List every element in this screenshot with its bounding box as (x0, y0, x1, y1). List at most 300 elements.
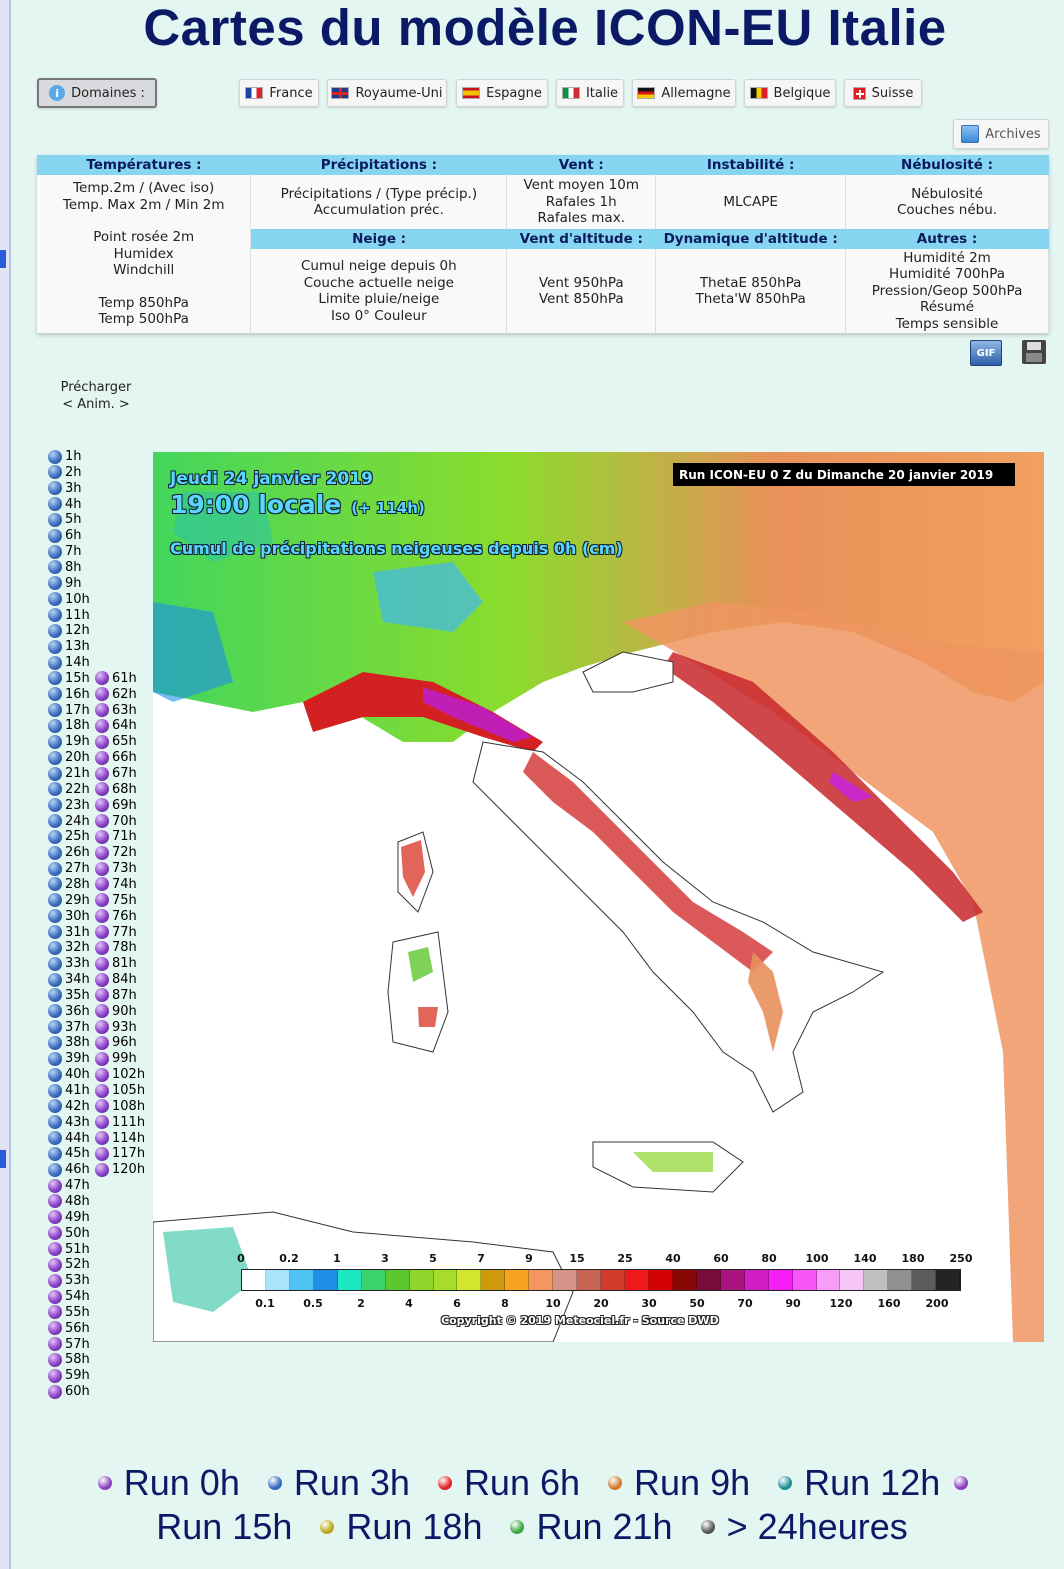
hour-selector-20h[interactable] (48, 750, 90, 765)
hour-ball-icon (48, 973, 62, 987)
menu-link[interactable]: Humidité 2m (903, 249, 991, 266)
menu-link[interactable]: Temp 500hPa (98, 311, 189, 328)
menu-link[interactable]: Theta'W 850hPa (695, 291, 806, 307)
domain-label: Suisse (871, 85, 914, 101)
hour-label: 15h (65, 670, 90, 686)
hour-selector-75h[interactable] (95, 893, 137, 908)
hour-selector-67h[interactable] (95, 766, 137, 781)
hour-selector-14h[interactable] (48, 655, 90, 670)
hour-label: 48h (65, 1193, 90, 1209)
run-legend-row-1 (0, 1462, 1064, 1504)
run-dot-icon (98, 1476, 112, 1490)
header-temperatures: Températures : (37, 155, 251, 175)
hour-selector-71h[interactable] (95, 829, 137, 844)
flag-italy-icon (562, 87, 580, 99)
hour-selector-49h[interactable] (48, 1210, 90, 1225)
menu-link[interactable]: Couche actuelle neige (303, 274, 454, 291)
hour-selector-8h[interactable] (48, 560, 82, 575)
hour-selector-57h[interactable] (48, 1337, 90, 1352)
scale-label: 120 (829, 1297, 853, 1310)
scale-bottom-labels (239, 1297, 961, 1315)
scale-swatch (601, 1270, 625, 1290)
hour-label: 52h (65, 1257, 90, 1273)
hour-ball-icon (48, 1068, 62, 1082)
run-dot-icon (268, 1476, 282, 1490)
scale-swatch (386, 1270, 410, 1290)
hour-label: 51h (65, 1241, 90, 1257)
scale-swatch (840, 1270, 864, 1290)
menu-link[interactable]: MLCAPE (723, 193, 778, 210)
hour-selector-56h[interactable] (48, 1321, 90, 1336)
hour-ball-icon (48, 608, 62, 622)
hour-selector-87h[interactable] (95, 988, 137, 1003)
domain-belgium-button[interactable] (744, 79, 836, 107)
hour-selector-117h[interactable] (95, 1146, 145, 1161)
hour-label: 64h (112, 718, 137, 734)
hour-ball-icon (48, 481, 62, 495)
vent-list (507, 175, 656, 229)
scale-swatch (505, 1270, 529, 1290)
menu-link[interactable]: Rafales 1h (545, 193, 617, 210)
hour-selector-6h[interactable] (48, 528, 82, 543)
hour-selector-26h[interactable] (48, 845, 90, 860)
hour-label: 77h (112, 924, 137, 940)
scale-swatch (745, 1270, 769, 1290)
hour-selector-2h[interactable] (48, 465, 82, 480)
hour-selector-68h[interactable] (95, 782, 137, 797)
hour-label: 36h (65, 1003, 90, 1019)
hour-ball-icon (95, 671, 109, 685)
run-legend-item (608, 1462, 750, 1504)
hour-label: 69h (112, 797, 137, 813)
menu-link[interactable]: Temps sensible (895, 315, 999, 332)
scale-swatch (266, 1270, 290, 1290)
hour-selector-19h[interactable] (48, 734, 90, 749)
menu-link[interactable]: Vent moyen 10m (523, 177, 639, 194)
hour-selector-90h[interactable] (95, 1004, 137, 1019)
hour-label: 5h (65, 512, 82, 528)
hour-ball-icon (95, 798, 109, 812)
preload-animation[interactable] (55, 379, 137, 413)
hour-selector-21h[interactable] (48, 766, 90, 781)
menu-link[interactable]: Temp.2m / (Avec iso) (73, 180, 215, 197)
hour-ball-icon (48, 1210, 62, 1224)
instabilite-list (656, 175, 846, 229)
hour-selector-93h[interactable] (95, 1020, 137, 1035)
hour-selector-105h[interactable] (95, 1083, 145, 1098)
menu-link[interactable]: Limite pluie/neige (318, 291, 440, 307)
hour-selector-77h[interactable] (95, 925, 137, 940)
flag-switzerland-icon (853, 87, 866, 100)
scale-swatch (721, 1270, 745, 1290)
run-legend-row-2 (0, 1506, 1064, 1548)
hour-ball-icon (95, 957, 109, 971)
hour-label: 13h (65, 639, 90, 655)
menu-link[interactable]: Pression/Geop 500hPa (871, 282, 1023, 299)
neige-list (251, 249, 507, 333)
menu-link[interactable]: Humidex (113, 245, 174, 262)
hour-selector-4h[interactable] (48, 497, 82, 512)
hour-selector-60h[interactable] (48, 1384, 90, 1399)
hour-label: 12h (65, 623, 90, 639)
menu-link[interactable]: Point rosée 2m (93, 229, 195, 246)
hour-label: 1h (65, 449, 82, 464)
run-dot-icon (778, 1476, 792, 1490)
hour-selector-42h[interactable] (48, 1099, 90, 1114)
hour-selector-38h[interactable] (48, 1035, 90, 1050)
menu-link[interactable]: Nébulosité (911, 185, 983, 202)
hour-ball-icon (48, 1004, 62, 1018)
hour-ball-icon (48, 814, 62, 828)
menu-link[interactable]: Résumé (919, 299, 975, 316)
run-label: Run 12h (804, 1462, 941, 1503)
hour-selector-76h[interactable] (95, 909, 137, 924)
hour-ball-icon (48, 957, 62, 971)
hour-selector-11h[interactable] (48, 608, 90, 623)
hour-label: 61h (112, 670, 137, 686)
scale-label: 180 (901, 1252, 925, 1265)
hour-label: 43h (65, 1114, 90, 1130)
hour-selector-66h[interactable] (95, 750, 137, 765)
scale-top-labels (237, 1252, 973, 1270)
hour-ball-icon (48, 1258, 62, 1272)
hour-selector-73h[interactable] (95, 861, 137, 876)
hour-selector-48h[interactable] (48, 1194, 90, 1209)
hour-ball-icon (95, 703, 109, 717)
hour-label: 90h (112, 1003, 137, 1019)
hour-selector-10h[interactable] (48, 592, 90, 607)
hour-selector-39h[interactable] (48, 1051, 90, 1066)
hour-selector-65h[interactable] (95, 734, 137, 749)
hour-ball-icon (48, 735, 62, 749)
run-dot-icon (608, 1476, 622, 1490)
hour-selector-40h[interactable] (48, 1067, 90, 1082)
hour-selector-15h[interactable] (48, 671, 90, 686)
scale-label: 7 (477, 1252, 485, 1265)
nebulosite-list (846, 175, 1049, 229)
hour-ball-icon (48, 703, 62, 717)
domain-spain-button[interactable] (456, 79, 548, 107)
run-legend-item (510, 1506, 672, 1548)
hour-label: 41h (65, 1083, 90, 1098)
hour-selector-114h[interactable] (95, 1131, 145, 1146)
hour-ball-icon (95, 988, 109, 1002)
hour-label: 21h (65, 766, 90, 781)
hour-selector-28h[interactable] (48, 877, 90, 892)
hour-selector-23h[interactable] (48, 798, 90, 813)
hour-label: 108h (112, 1098, 146, 1114)
hour-ball-icon (48, 465, 62, 479)
hour-selector-25h[interactable] (48, 829, 90, 844)
archive-icon (961, 125, 979, 143)
hour-selector-36h[interactable] (48, 1004, 90, 1019)
hour-selector-51h[interactable] (48, 1242, 90, 1257)
hour-ball-icon (48, 988, 62, 1002)
run-dot-icon (954, 1476, 968, 1490)
scale-label: 5 (429, 1252, 437, 1265)
hour-selector-70h[interactable] (95, 814, 137, 829)
hour-selector-7h[interactable] (48, 544, 82, 559)
forecast-map (153, 452, 1044, 1342)
hour-selector-58h[interactable] (48, 1352, 90, 1367)
domain-germany-button[interactable] (632, 79, 736, 107)
hour-selector-108h[interactable] (95, 1099, 145, 1114)
scale-label: 1 (333, 1252, 341, 1265)
scale-swatch (769, 1270, 793, 1290)
hour-selector-45h[interactable] (48, 1146, 90, 1161)
hour-label: 14h (65, 655, 90, 671)
hour-selector-12h[interactable] (48, 623, 90, 638)
hour-label: 40h (65, 1067, 90, 1083)
hour-ball-icon (95, 925, 109, 939)
header-vent: Vent : (507, 155, 656, 175)
hour-ball-icon (48, 1337, 62, 1351)
hour-selector-63h[interactable] (95, 703, 137, 718)
hour-ball-icon (48, 1115, 62, 1129)
hour-selector-61h[interactable] (95, 671, 137, 686)
hour-ball-icon (48, 624, 62, 638)
hour-selector-17h[interactable] (48, 703, 90, 718)
hour-label: 29h (65, 892, 90, 908)
hour-label: 57h (65, 1336, 90, 1352)
scale-swatch (817, 1270, 841, 1290)
hour-selector-47h[interactable] (48, 1178, 90, 1193)
hour-label: 32h (65, 940, 90, 956)
flag-germany-icon (637, 87, 655, 99)
hour-label: 62h (112, 686, 137, 702)
hour-selector-46h[interactable] (48, 1162, 90, 1177)
menu-link[interactable]: ThetaE 850hPa (699, 274, 802, 291)
domain-label: France (269, 85, 313, 101)
hour-ball-icon (95, 973, 109, 987)
scale-swatch (577, 1270, 601, 1290)
run-dot-icon (510, 1520, 524, 1534)
hour-selector-84h[interactable] (95, 972, 137, 987)
hour-selector-59h[interactable] (48, 1368, 90, 1383)
scale-label: 90 (785, 1297, 801, 1310)
hour-ball-icon (95, 1084, 109, 1098)
run-dot-icon (438, 1476, 452, 1490)
domain-switzerland-button[interactable] (844, 79, 922, 107)
header-instabilite: Instabilité : (656, 155, 846, 175)
hour-selector-62h[interactable] (95, 687, 137, 702)
hour-selector-41h[interactable] (48, 1083, 90, 1098)
hour-selector-32h[interactable] (48, 940, 90, 955)
scale-label: 8 (501, 1297, 509, 1310)
run-dot-icon (701, 1520, 715, 1534)
left-scroll-strip (0, 0, 11, 1569)
hour-selector-5h[interactable] (48, 512, 82, 527)
color-scale (241, 1269, 961, 1291)
preload-label: Précharger (60, 380, 132, 395)
hour-selector-22h[interactable] (48, 782, 90, 797)
scale-label: 30 (641, 1297, 657, 1310)
hour-selector-111h[interactable] (95, 1115, 145, 1130)
menu-link[interactable]: Couches nébu. (896, 202, 998, 218)
menu-link[interactable]: Vent 950hPa (538, 274, 624, 291)
hour-selector-9h[interactable] (48, 576, 82, 591)
scale-label: 15 (569, 1252, 585, 1265)
hour-selector-43h[interactable] (48, 1115, 90, 1130)
hour-ball-icon (48, 1369, 62, 1383)
archives-button[interactable] (953, 119, 1049, 149)
hour-ball-icon (48, 1020, 62, 1034)
hour-selector-30h[interactable] (48, 909, 90, 924)
menu-link[interactable]: Accumulation préc. (313, 202, 444, 218)
hour-ball-icon (95, 862, 109, 876)
hour-label: 27h (65, 861, 90, 877)
hour-selector-55h[interactable] (48, 1305, 90, 1320)
hour-label: 33h (65, 956, 90, 972)
dynamique-list (656, 249, 846, 333)
domains-button[interactable] (37, 78, 157, 108)
hour-selector-50h[interactable] (48, 1226, 90, 1241)
hour-ball-icon (95, 1163, 109, 1177)
menu-link[interactable]: Humidité 700hPa (889, 266, 1005, 283)
hour-selector-29h[interactable] (48, 893, 90, 908)
hour-label: 54h (65, 1289, 90, 1305)
hour-label: 10h (65, 591, 90, 607)
hour-selector-72h[interactable] (95, 845, 137, 860)
hour-selector-96h[interactable] (95, 1035, 137, 1050)
hour-ball-icon (48, 671, 62, 685)
hour-selector-54h[interactable] (48, 1289, 90, 1304)
menu-link[interactable]: Temp. Max 2m / Min 2m (62, 196, 225, 213)
hour-label: 35h (65, 987, 90, 1003)
hour-label: 117h (112, 1146, 146, 1162)
hour-ball-icon (95, 1004, 109, 1018)
hour-selector-34h[interactable] (48, 972, 90, 987)
hour-ball-icon (48, 1353, 62, 1367)
domain-label: Royaume-Uni (355, 85, 443, 101)
scale-label: 3 (381, 1252, 389, 1265)
scale-label: 4 (405, 1297, 413, 1310)
hour-selector-16h[interactable] (48, 687, 90, 702)
run-legend-item (320, 1506, 482, 1548)
hour-selector-3h[interactable] (48, 481, 82, 496)
hour-label: 28h (65, 876, 90, 892)
hour-label: 72h (112, 845, 137, 861)
hour-label: 111h (112, 1114, 146, 1130)
hour-label: 49h (65, 1209, 90, 1225)
hour-selector-13h[interactable] (48, 639, 90, 654)
run-label: Run 21h (536, 1506, 673, 1547)
hour-selector-27h[interactable] (48, 861, 90, 876)
hour-label: 50h (65, 1225, 90, 1241)
scale-label: 2 (357, 1297, 365, 1310)
hour-ball-icon (48, 1385, 62, 1399)
hour-selector-99h[interactable] (95, 1051, 137, 1066)
hour-ball-icon (95, 719, 109, 733)
hour-label: 26h (65, 845, 90, 861)
menu-link[interactable]: Précipitations / (Type précip.) (280, 185, 478, 202)
menu-link[interactable]: Iso 0° Couleur (331, 307, 427, 324)
hour-selector-31h[interactable] (48, 925, 90, 940)
scale-label: 25 (617, 1252, 633, 1265)
hour-selector-33h[interactable] (48, 956, 90, 971)
hour-ball-icon (95, 782, 109, 796)
hour-selector-81h[interactable] (95, 956, 137, 971)
hour-ball-icon (48, 576, 62, 590)
hour-ball-icon (95, 909, 109, 923)
domain-label: Belgique (773, 85, 831, 101)
hour-selector-120h[interactable] (95, 1162, 145, 1177)
hour-selector-37h[interactable] (48, 1020, 90, 1035)
map-image (153, 452, 1044, 1342)
hour-selector-64h[interactable] (95, 718, 137, 733)
header-neige: Neige : (251, 229, 507, 249)
hour-label: 87h (112, 987, 137, 1003)
hour-selector-44h[interactable] (48, 1131, 90, 1146)
run-label: Run 9h (634, 1462, 751, 1503)
menu-link[interactable]: Temp 850hPa (98, 294, 189, 311)
hour-selector-18h[interactable] (48, 718, 90, 733)
domain-label: Espagne (486, 85, 542, 101)
hour-ball-icon (95, 1099, 109, 1113)
hour-selector-74h[interactable] (95, 877, 137, 892)
run-label: Run 18h (346, 1506, 483, 1547)
hour-label: 34h (65, 972, 90, 988)
menu-link[interactable]: Vent 850hPa (538, 291, 624, 307)
save-icon[interactable] (1022, 340, 1046, 364)
hour-selector-1h[interactable] (48, 449, 82, 464)
run-label: Run 6h (463, 1462, 581, 1503)
hour-label: 11h (65, 607, 90, 623)
hour-label: 37h (65, 1019, 90, 1035)
hour-selector-52h[interactable] (48, 1257, 90, 1272)
scale-swatch (912, 1270, 936, 1290)
menu-link[interactable]: Windchill (113, 262, 175, 279)
hour-selector-24h[interactable] (48, 814, 90, 829)
scale-swatch (529, 1270, 553, 1290)
hour-ball-icon (48, 1131, 62, 1145)
menu-link[interactable]: Cumul neige depuis 0h (300, 258, 457, 274)
info-icon: i (49, 85, 65, 101)
hour-selector-102h[interactable] (95, 1067, 145, 1082)
map-copyright: Copyright © 2019 Meteociel.fr - Source DWD (441, 1314, 719, 1327)
domain-uk-button[interactable] (327, 79, 447, 107)
hour-ball-icon (95, 1036, 109, 1050)
domain-italy-button[interactable] (556, 79, 624, 107)
page-title: Cartes du modèle ICON-EU Italie (143, 0, 947, 56)
hour-selector-69h[interactable] (95, 798, 137, 813)
hour-label: 70h (112, 813, 137, 829)
hour-selector-35h[interactable] (48, 988, 90, 1003)
hour-ball-icon (48, 877, 62, 891)
scale-swatch (888, 1270, 912, 1290)
run-legend-item (268, 1462, 410, 1504)
hour-ball-icon (48, 751, 62, 765)
run-dot-icon (320, 1520, 334, 1534)
hour-ball-icon (48, 798, 62, 812)
domain-france-button[interactable] (239, 79, 319, 107)
gif-animation-icon[interactable]: GIF (970, 340, 1002, 366)
hour-ball-icon (48, 767, 62, 781)
menu-link[interactable]: Rafales max. (537, 210, 625, 227)
hour-ball-icon (48, 592, 62, 606)
hour-ball-icon (48, 782, 62, 796)
hour-ball-icon (48, 1274, 62, 1288)
hour-label: 78h (112, 940, 137, 956)
scale-swatch (362, 1270, 386, 1290)
hour-ball-icon (48, 1194, 62, 1208)
hour-label: 9h (65, 575, 82, 591)
hour-selector-78h[interactable] (95, 940, 137, 955)
hour-selector-53h[interactable] (48, 1273, 90, 1288)
hour-ball-icon (48, 450, 62, 464)
header-precipitations: Précipitations : (251, 155, 507, 175)
hour-ball-icon (48, 1242, 62, 1256)
